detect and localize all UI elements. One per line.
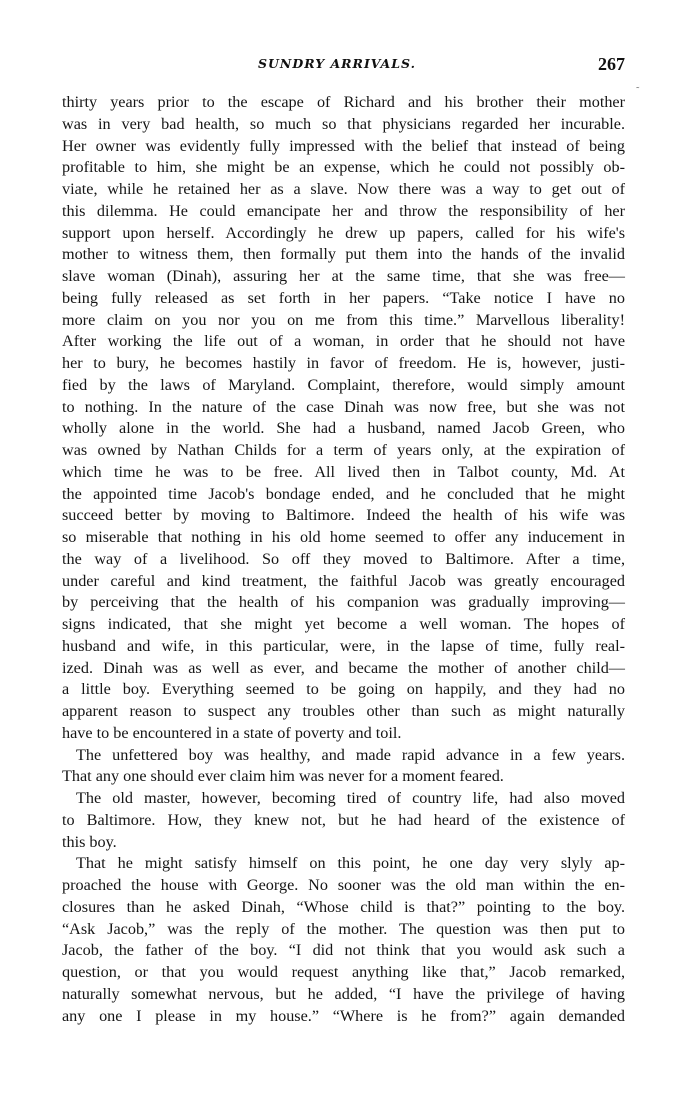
text-line: under careful and kind treatment, the faithful Jacob was greatly encouraged: [62, 571, 625, 590]
text-line: signs indicated, that she might yet become a well woman. The hopes of: [62, 615, 625, 633]
text-line: Her owner was evidently fully impressed with the belief that instead of being: [62, 136, 625, 155]
text-line: The old master, however, becoming tired of country life, had also moved: [76, 789, 625, 807]
text-line: proached the house with George. No sooner was the old man within the en-: [62, 876, 625, 894]
text-line: by perceiving that the health of his companion was gradually improving—: [62, 593, 625, 612]
text-line: this boy.: [62, 832, 117, 851]
text-line: ized. Dinah was as well as ever, and became the mother of another child—: [62, 658, 625, 677]
text-line: thirty years prior to the escape of Richard and his brother their mother: [62, 93, 625, 111]
text-line: being fully released as set forth in her papers. “Take notice I have no: [62, 288, 625, 307]
page-number: 267: [598, 54, 625, 74]
text-line: support upon herself. Accordingly he drew up papers, called for his wife's: [62, 223, 625, 242]
text-line: which time he was to be free. All lived then in Talbot county, Md. At: [62, 462, 625, 481]
text-line: naturally somewhat nervous, but he added, “I have the privilege of having: [62, 984, 625, 1003]
text-line: have to be encountered in a state of poverty and toil.: [62, 723, 402, 742]
running-head: [62, 56, 625, 80]
text-line: Jacob, the father of the boy. “I did not think that you would ask such a: [62, 941, 625, 960]
text-line: closures than he asked Dinah, “Whose child is that?” pointing to the boy.: [62, 897, 625, 916]
text-line: apparent reason to suspect any troubles other than such as might naturally: [62, 702, 625, 720]
text-line: After working the life out of a woman, in order that he should not have: [62, 332, 625, 351]
text-line: more claim on you nor you on me from this time.” Marvellous liberality!: [62, 310, 625, 329]
text-line: profitable to him, she might be an expense, which he could not possibly ob-: [62, 158, 625, 177]
text-line: slave woman (Dinah), assuring her at the same time, that she was free—: [62, 267, 625, 285]
text-line: succeed better by moving to Baltimore. Indeed the health of his wife was: [62, 506, 625, 525]
text-line: her to bury, he becomes hastily in favor of freedom. He is, however, justi-: [62, 354, 625, 372]
text-line: question, or that you would request anything like that,” Jacob remarked,: [62, 963, 625, 981]
text-line: “Ask Jacob,” was the reply of the mother. The question was then put to: [62, 919, 625, 938]
scan-speck: ˜: [636, 86, 640, 97]
text-line: so miserable that nothing in his old home seemed to offer any inducement in: [62, 528, 625, 546]
text-line: a little boy. Everything seemed to be going on happily, and they had no: [62, 680, 625, 699]
text-line: viate, while he retained her as a slave. Now there was a way to get out of: [62, 180, 625, 198]
running-title: SUNDRY ARRIVALS.: [258, 56, 416, 71]
text-line: husband and wife, in this particular, were, in the lapse of time, fully real-: [62, 636, 625, 655]
text-line: any one I please in my house.” “Where is he from?” again demanded: [62, 1006, 625, 1025]
text-line: the way of a livelihood. So off they moved to Baltimore. After a time,: [62, 549, 625, 568]
text-line: That he might satisfy himself on this point, he one day very slyly ap-: [76, 854, 625, 873]
text-line: fied by the laws of Maryland. Complaint, therefore, would simply amount: [62, 375, 625, 394]
text-line: The unfettered boy was healthy, and made rapid advance in a few years.: [76, 745, 625, 764]
text-line: this dilemma. He could emancipate her and throw the responsibility of her: [62, 201, 625, 220]
text-line: wholly alone in the world. She had a husband, named Jacob Green, who: [62, 419, 625, 438]
body-text: [62, 92, 625, 1027]
text-line: to nothing. In the nature of the case Dinah was now free, but she was not: [62, 397, 625, 416]
text-line: That any one should ever claim him was never for a moment feared.: [62, 767, 504, 786]
text-line: was owned by Nathan Childs for a term of years only, at the expiration of: [62, 441, 625, 459]
text-line: mother to witness them, then formally put them into the hands of the invalid: [62, 245, 625, 264]
text-line: the appointed time Jacob's bondage ended, and he concluded that he might: [62, 484, 625, 503]
text-line: to Baltimore. How, they knew not, but he had heard of the existence of: [62, 810, 625, 829]
text-line: was in very bad health, so much so that physicians regarded her incurable.: [62, 114, 625, 133]
